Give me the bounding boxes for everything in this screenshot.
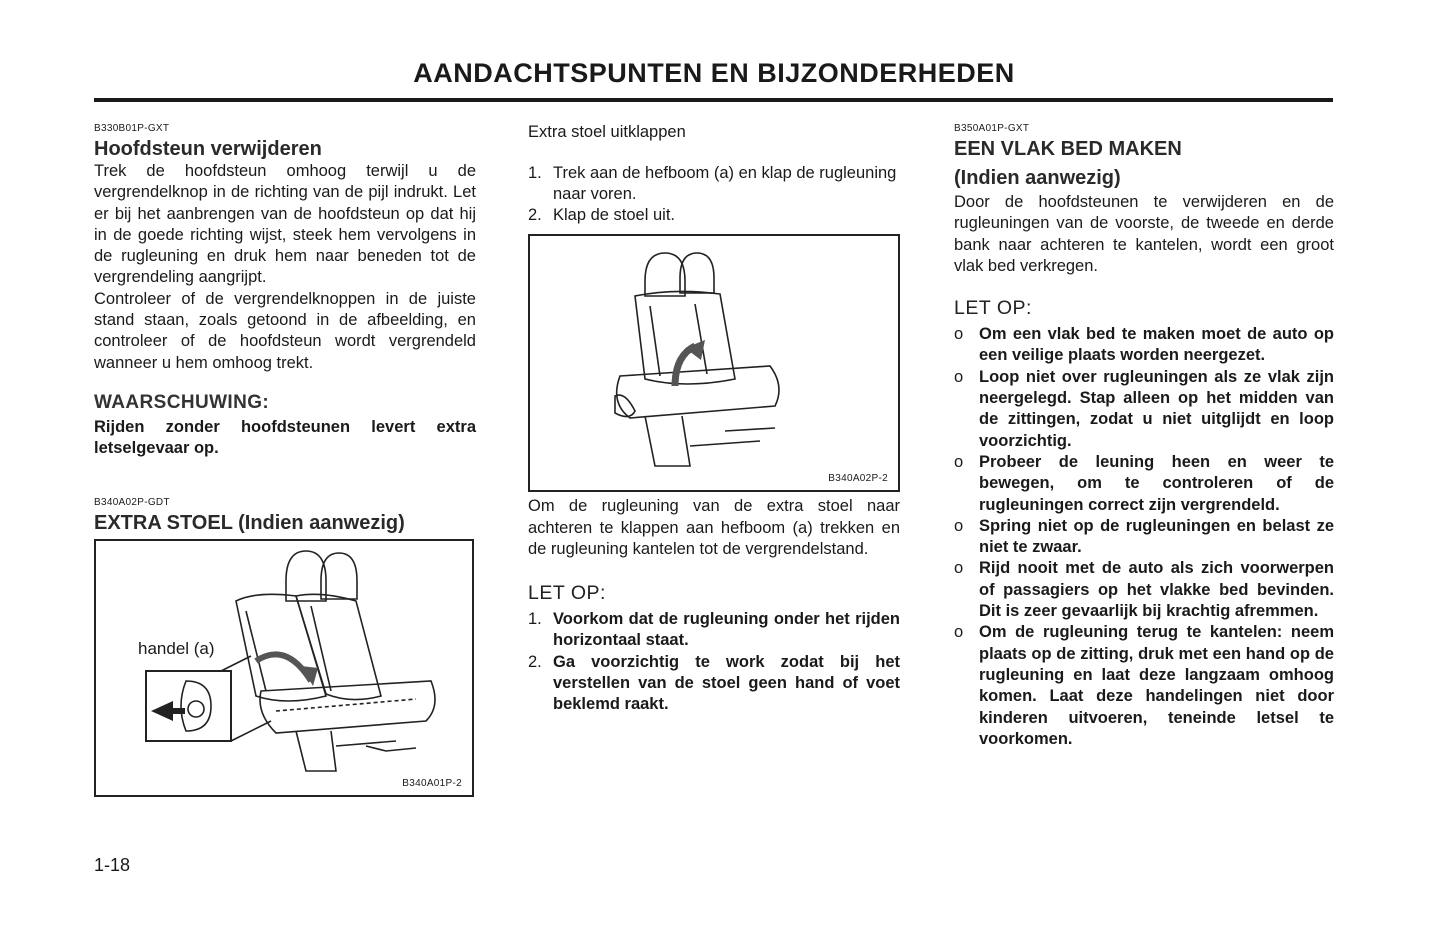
- list-item: 1. Voorkom dat de rugleuning onder het rijden horizontaal staat.: [528, 610, 900, 650]
- handle-label: handel (a): [138, 638, 215, 658]
- figure-code: B340A01P-2: [402, 777, 462, 789]
- column-3: [954, 116, 1334, 750]
- section-code: B330B01P-GXT: [94, 123, 170, 134]
- fold-out-caption: Om de rugleuning van de extra stoel naar achteren te klappen aan hefboom (a) trekken en de rugleuning kantelen tot de vergrendelstand.: [528, 497, 900, 558]
- figure-code: B340A02P-2: [828, 473, 888, 485]
- section-heading-extra-seat: EXTRA STOEL (Indien aanwezig): [94, 511, 405, 534]
- section-heading-headrest: Hoofdsteun verwijderen: [94, 138, 322, 160]
- fold-out-illustration: [530, 236, 898, 490]
- section-code: B350A01P-GXT: [954, 123, 1030, 134]
- page-title: AANDACHTSPUNTEN EN BIJZONDERHEDEN: [413, 58, 1015, 88]
- letop-title: LET OP:: [528, 582, 606, 605]
- letop-title: LET OP:: [954, 297, 1032, 320]
- list-item: 2. Ga voorzichtig te work zodat bij het verstellen van de stoel geen hand of voet beklemd raakt.: [528, 652, 900, 714]
- section-subheading: (Indien aanwezig): [954, 167, 1121, 189]
- list-item: o Spring niet op de rugleuningen en belast ze niet te zwaar.: [954, 516, 1334, 557]
- extra-seat-figure: [94, 539, 474, 797]
- letop-list: [528, 609, 900, 715]
- fold-out-subheading: Extra stoel uitklappen: [528, 123, 686, 141]
- column-1: [94, 116, 476, 797]
- warning-text: Rijden zonder hoofdsteunen levert extra letselgevaar op.: [94, 417, 476, 457]
- list-item: o Probeer de leuning heen en weer te bewegen, om te controleren of de rugleuningen correct zijn vergrendeld.: [954, 452, 1334, 514]
- flat-bed-body: Door de hoofdsteunen te verwijderen en de rugleuningen van de voorste, de tweede en derde bank naar achteren te kantelen, wordt een groot vlak bed verkregen.: [954, 193, 1334, 275]
- title-rule: [94, 98, 1333, 102]
- section-heading-flat-bed: EEN VLAK BED MAKEN: [954, 138, 1182, 160]
- list-item: o Rijd nooit met de auto als zich voorwerpen of passagiers op het vlakke bed bevinden. Dit is zeer gevaarlijk bij krachtig afremmen.: [954, 559, 1334, 621]
- headrest-body: Trek de hoofdsteun omhoog terwijl u de vergrendelknop in de richting van de pijl indrukt. Let er bij het aanbrengen van de hoofdsteun op dat hij in de goede richting wijst, steek hem vervolgens in de rugleuning en druk hem naar beneden tot de vergrendeling aangrijpt.: [94, 162, 476, 287]
- section-code: B340A02P-GDT: [94, 496, 170, 508]
- column-2: [528, 116, 900, 716]
- headrest-body-2: Controleer of de vergrendelknoppen in de juiste stand staan, zoals getoond in de afbeelding, en controleer of de hoofdsteun wordt vergrendeld wanneer u hem omhoog trekt.: [94, 289, 476, 372]
- fold-out-steps: [528, 163, 900, 226]
- fold-out-figure: [528, 234, 900, 492]
- seat-illustration: [96, 541, 472, 795]
- list-item: o Om een vlak bed te maken moet de auto op een veilige plaats worden neergezet.: [954, 325, 1334, 365]
- list-item: 1. Trek aan de hefboom (a) en klap de rugleuning naar voren.: [528, 164, 897, 204]
- list-item: o Om de rugleuning terug te kantelen: neem plaats op de zitting, druk met een hand op de rugleuning en laat deze langzaam omhoog komen. Laat deze handelingen niet door kinderen uitvoeren, teneinde letsel te voorkomen.: [954, 623, 1334, 748]
- list-item: 2. Klap de stoel uit.: [528, 206, 675, 225]
- list-item: o Loop niet over rugleuningen als ze vlak zijn neergelegd. Stap alleen op het midden van de zittingen, zodat u niet uitglijdt en loop voorzichtig.: [954, 367, 1334, 450]
- warning-title: WAARSCHUWING:: [94, 391, 270, 413]
- letop-list: [954, 324, 1334, 750]
- page-number: 1-18: [94, 855, 131, 875]
